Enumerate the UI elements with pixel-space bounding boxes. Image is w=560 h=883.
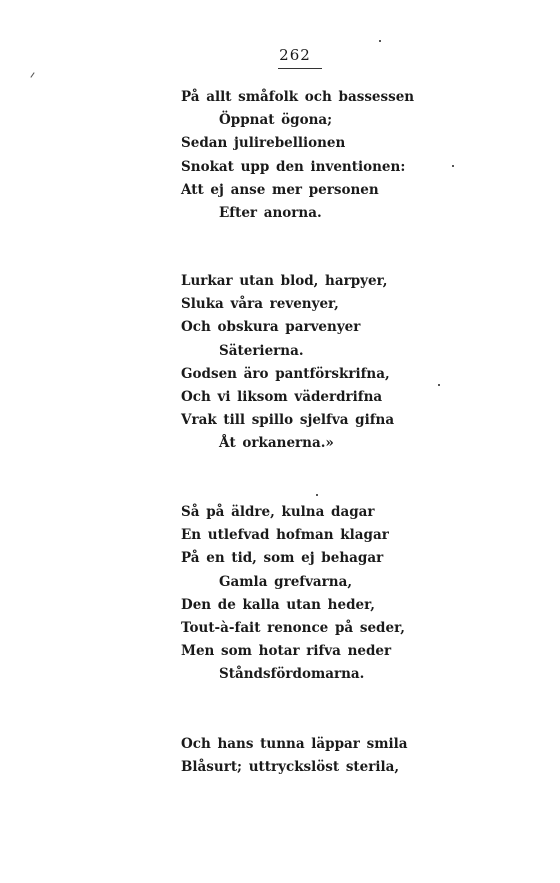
verse-line: Säterierna. [219, 342, 304, 359]
verse-line: Och obskura parvenyer [181, 319, 361, 336]
stanza [181, 501, 405, 687]
verse-line: Så på äldre, kulna dagar [181, 504, 375, 520]
verse-line: Åt orkanerna.» [219, 435, 334, 452]
scan-speck [438, 384, 440, 386]
verse-line: På en tid, som ej behagar [181, 550, 384, 567]
verse-line: På allt småfolk och bassessen [181, 89, 415, 105]
verse-line: Vrak till spillo sjelfva gifna [181, 412, 395, 429]
stanza [181, 733, 408, 779]
verse-line: Öppnat ögona; [219, 112, 333, 129]
scan-speck [379, 40, 381, 42]
page-number: 262 [279, 46, 311, 64]
verse-line: Sluka våra revenyer, [181, 296, 339, 313]
verse-line: En utlefvad hofman klagar [181, 527, 389, 544]
verse-line: Tout-à-fait renonce på seder, [181, 619, 405, 636]
verse-line: Efter anorna. [219, 204, 322, 221]
stanza [181, 270, 394, 456]
verse-line: Den de kalla utan heder, [181, 596, 375, 613]
verse-line: Och vi liksom väderdrifna [181, 388, 383, 405]
stanza [181, 86, 414, 225]
scan-speck [30, 72, 34, 77]
verse-line: Snokat upp den inventionen: [181, 158, 406, 175]
verse-line: Och hans tunna läppar smila [181, 736, 408, 752]
verse-line: Men som hotar rifva neder [181, 643, 392, 660]
verse-line: Blåsurt; uttryckslöst sterila, [181, 759, 400, 776]
scan-speck [452, 165, 454, 167]
verse-line: Sedan julirebellionen [181, 135, 346, 152]
verse-line: Att ej anse mer personen [181, 181, 379, 198]
verse-line: Godsen äro pantförskrifna, [181, 365, 390, 382]
verse-line: Gamla grefvarna, [219, 573, 353, 590]
verse-line: Ståndsfördomarna. [219, 666, 365, 683]
scan-speck [316, 494, 318, 496]
page-number-rule [278, 68, 322, 69]
verse-line: Lurkar utan blod, harpyer, [181, 273, 388, 289]
